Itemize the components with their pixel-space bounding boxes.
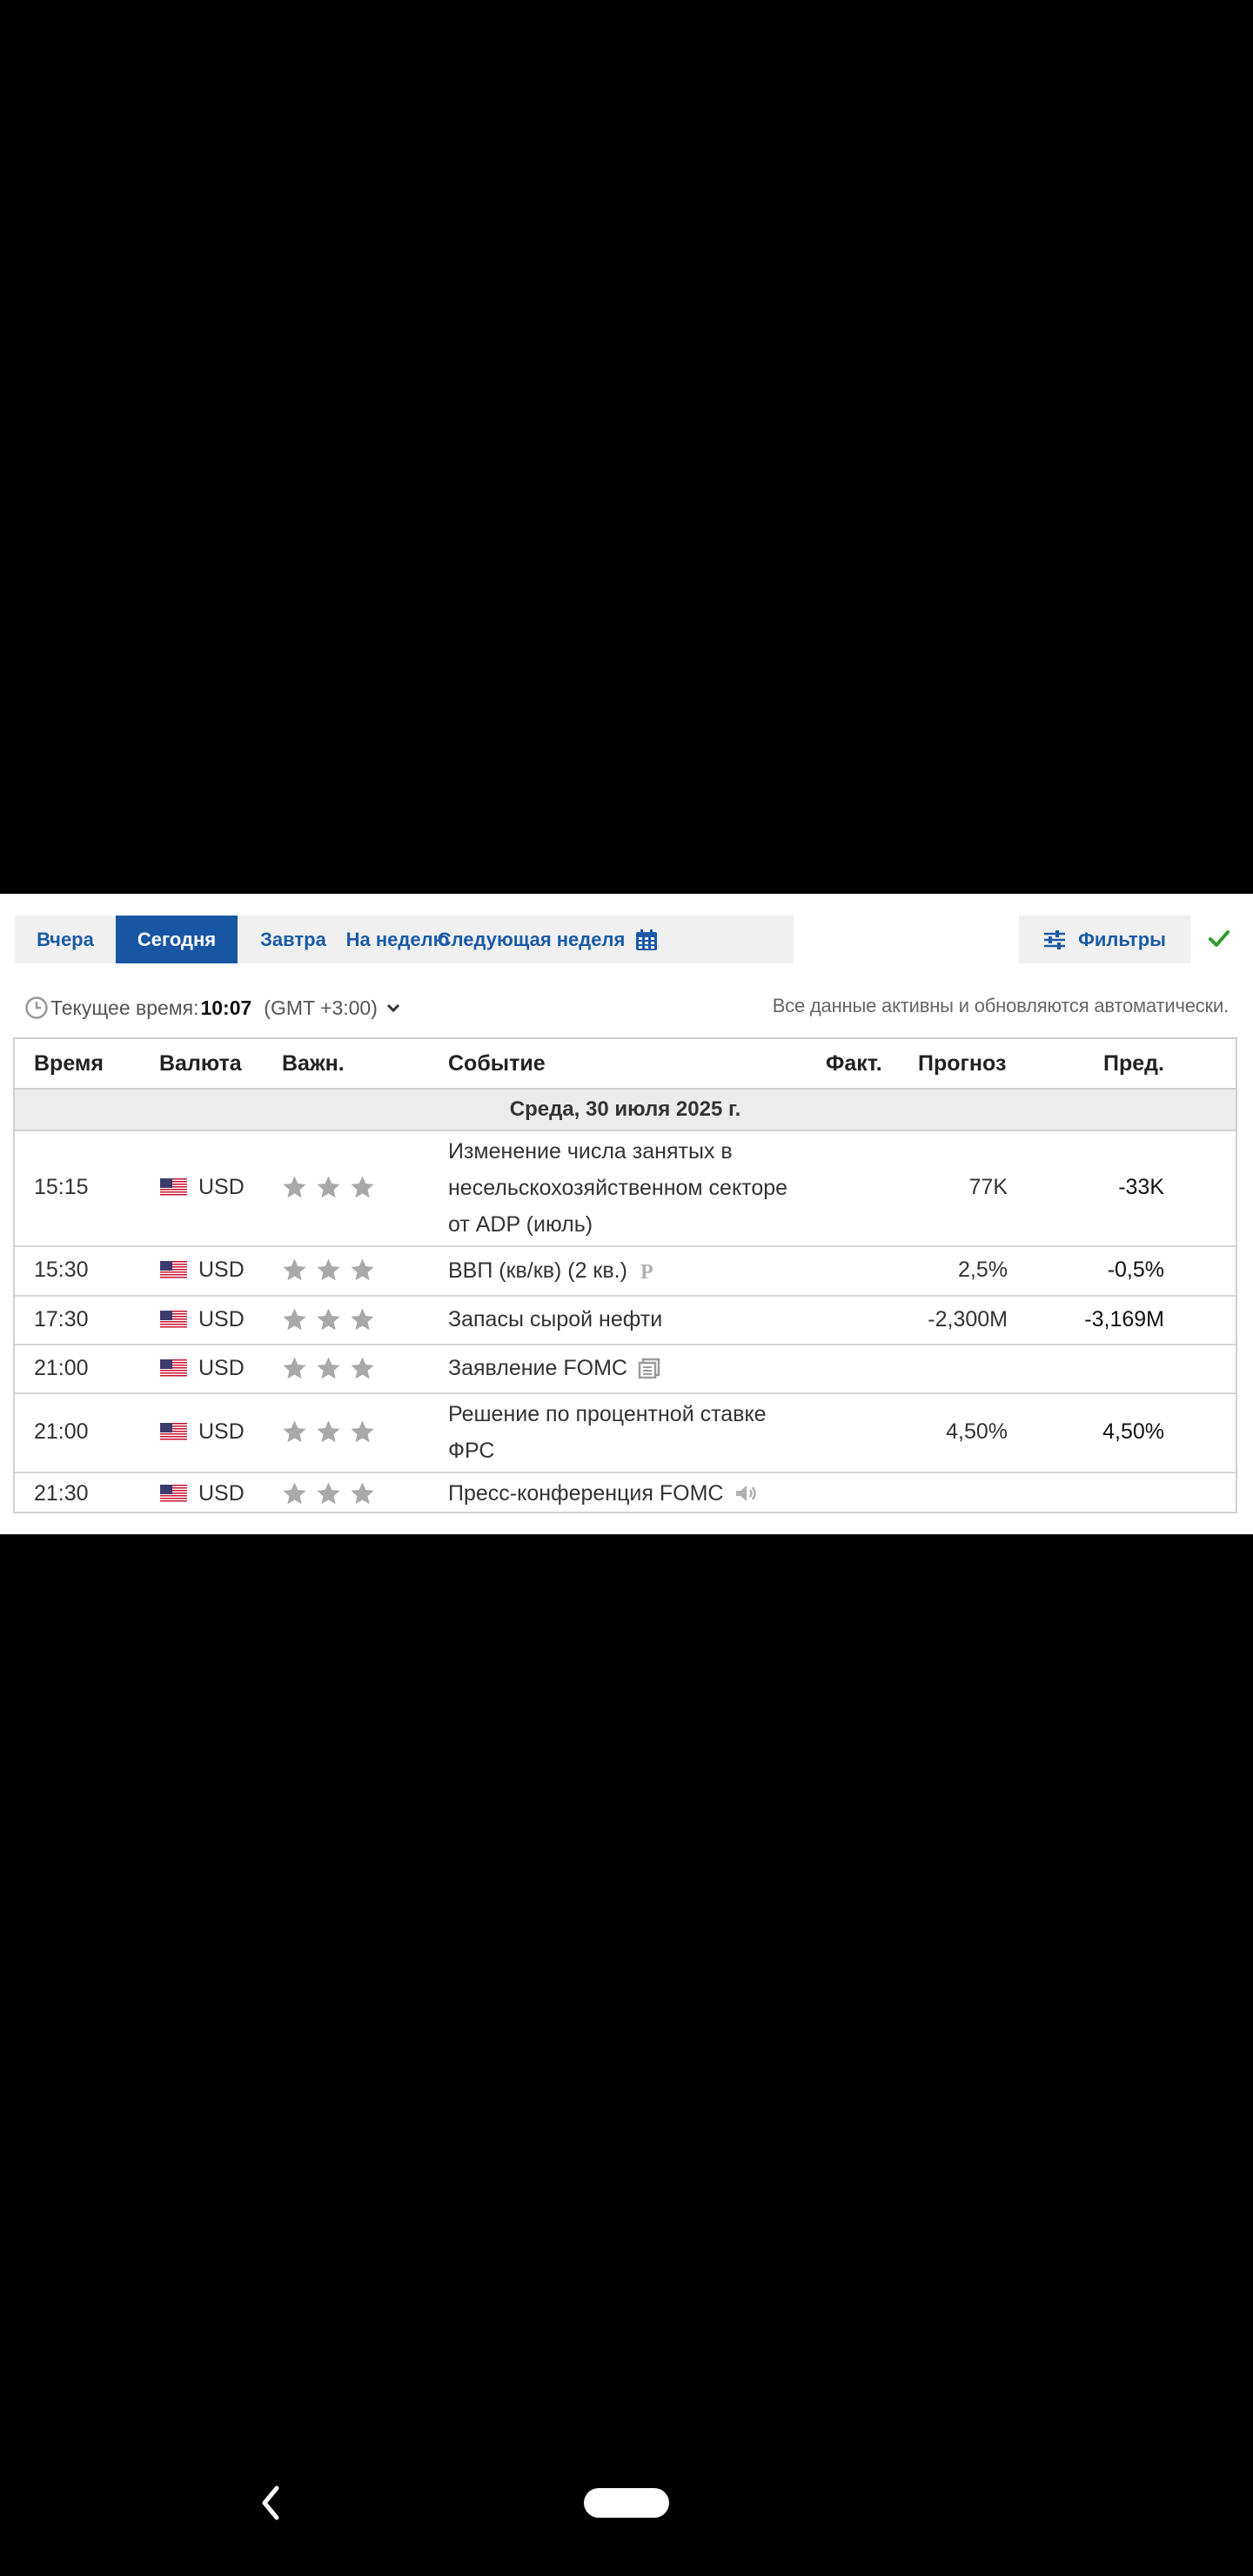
- event-time: 21:00: [34, 1355, 89, 1380]
- timezone-selector[interactable]: (GMT +3:00): [264, 996, 378, 1019]
- star-icon: [280, 1173, 309, 1202]
- star-icon: [314, 1418, 343, 1446]
- current-time-value: 10:07: [200, 996, 252, 1019]
- tab-this-week[interactable]: На неделю: [345, 928, 450, 950]
- star-icon: [314, 1173, 343, 1202]
- star-icon: [348, 1354, 377, 1383]
- calendar-icon: [634, 928, 659, 952]
- importance-stars: [280, 1130, 377, 1245]
- star-icon: [280, 1305, 309, 1334]
- event-time: 17:30: [34, 1306, 89, 1332]
- sliders-icon: [1043, 930, 1066, 949]
- event-time: 21:00: [34, 1419, 89, 1444]
- auto-update-notice: Все данные активны и обновляются автоматически.: [772, 995, 1229, 1016]
- event-currency: USD: [198, 1306, 245, 1332]
- event-name-cell[interactable]: [448, 1392, 814, 1472]
- event-name[interactable]: ВВП (кв/кв) (2 кв.): [448, 1258, 627, 1283]
- star-icon: [348, 1305, 377, 1334]
- calendar-picker-button[interactable]: [616, 916, 677, 963]
- table-row[interactable]: [15, 1472, 1236, 1515]
- clock-icon: [24, 996, 49, 1020]
- chevron-down-icon[interactable]: [386, 1003, 400, 1013]
- event-forecast: 77K: [968, 1175, 1008, 1199]
- importance-stars: [280, 1392, 377, 1472]
- tab-yesterday[interactable]: Вчера: [37, 928, 94, 950]
- header-actual: Факт.: [826, 1050, 882, 1076]
- us-flag-icon: [160, 1392, 187, 1472]
- preliminary-icon[interactable]: [638, 1260, 657, 1281]
- importance-stars: [280, 1344, 377, 1392]
- event-currency: USD: [198, 1175, 245, 1199]
- star-icon: [348, 1479, 377, 1508]
- us-flag-icon: [160, 1344, 187, 1392]
- date-group-header: Среда, 30 июля 2025 г.: [15, 1090, 1236, 1131]
- event-name[interactable]: Решение по процентной ставке ФРС: [448, 1401, 767, 1463]
- event-name[interactable]: Изменение числа занятых в несельскохозяйственном секторе от ADP (июль): [448, 1138, 788, 1237]
- event-currency: USD: [198, 1355, 245, 1380]
- star-icon: [280, 1479, 309, 1508]
- star-icon: [314, 1256, 343, 1285]
- home-pill[interactable]: [584, 2488, 669, 2518]
- event-time: 21:30: [34, 1480, 89, 1506]
- filters-label: Фильтры: [1078, 928, 1166, 950]
- header-event: Событие: [448, 1050, 546, 1076]
- table-row[interactable]: [15, 1344, 1236, 1394]
- event-forecast: 4,50%: [946, 1419, 1008, 1444]
- event-time: 15:15: [34, 1175, 89, 1199]
- table-row[interactable]: [15, 1130, 1236, 1247]
- event-name[interactable]: Запасы сырой нефти: [448, 1307, 663, 1332]
- header-forecast: Прогноз: [918, 1050, 1007, 1076]
- event-time: 15:30: [34, 1258, 89, 1282]
- star-icon: [348, 1256, 377, 1285]
- us-flag-icon: [160, 1472, 187, 1515]
- header-previous: Пред.: [1103, 1050, 1164, 1076]
- event-name-cell[interactable]: [448, 1295, 814, 1344]
- svg-text:P: P: [640, 1260, 653, 1281]
- current-time-bar: [24, 995, 400, 1021]
- event-previous: -33K: [1118, 1175, 1164, 1199]
- economic-calendar-panel: [0, 894, 1253, 1534]
- tab-next-week[interactable]: Следующая неделя: [437, 928, 626, 950]
- us-flag-icon: [160, 1130, 187, 1245]
- event-forecast: -2,300M: [928, 1306, 1008, 1332]
- event-name-cell[interactable]: [448, 1344, 814, 1392]
- speaker-icon[interactable]: [734, 1483, 758, 1504]
- importance-stars: [280, 1472, 377, 1515]
- event-name[interactable]: Пресс-конференция FOMC: [448, 1481, 724, 1506]
- us-flag-icon: [160, 1245, 187, 1295]
- star-icon: [348, 1418, 377, 1446]
- event-name-cell[interactable]: [448, 1130, 814, 1245]
- event-currency: USD: [198, 1480, 245, 1506]
- table-row[interactable]: [15, 1392, 1236, 1473]
- star-icon: [314, 1354, 343, 1383]
- date-tab-bar: [15, 916, 794, 963]
- event-previous: -3,169M: [1084, 1306, 1164, 1332]
- event-forecast: 2,5%: [958, 1258, 1008, 1282]
- star-icon: [348, 1173, 377, 1202]
- event-name-cell[interactable]: [448, 1245, 814, 1295]
- event-currency: USD: [198, 1419, 245, 1444]
- check-icon: [1208, 927, 1230, 949]
- star-icon: [280, 1418, 309, 1446]
- event-previous: -0,5%: [1107, 1258, 1164, 1282]
- filters-button[interactable]: [1019, 916, 1190, 963]
- event-currency: USD: [198, 1258, 245, 1282]
- document-icon[interactable]: [638, 1358, 660, 1379]
- table-row[interactable]: [15, 1245, 1236, 1297]
- importance-stars: [280, 1245, 377, 1295]
- star-icon: [280, 1354, 309, 1383]
- star-icon: [314, 1479, 343, 1508]
- star-icon: [280, 1256, 309, 1285]
- header-time: Время: [34, 1050, 104, 1076]
- header-currency: Валюта: [159, 1050, 242, 1076]
- event-name[interactable]: Заявление FOMC: [448, 1356, 627, 1380]
- event-previous: 4,50%: [1102, 1419, 1164, 1444]
- back-icon[interactable]: [258, 2485, 284, 2521]
- us-flag-icon: [160, 1295, 187, 1344]
- tab-today[interactable]: Сегодня: [116, 916, 238, 963]
- star-icon: [314, 1305, 343, 1334]
- current-time-label: Текущее время:: [50, 996, 199, 1019]
- event-name-cell[interactable]: [448, 1472, 814, 1515]
- tab-tomorrow[interactable]: Завтра: [260, 928, 326, 950]
- table-row[interactable]: [15, 1295, 1236, 1345]
- importance-stars: [280, 1295, 377, 1344]
- header-importance: Важн.: [282, 1050, 345, 1076]
- events-table: [13, 1037, 1237, 1513]
